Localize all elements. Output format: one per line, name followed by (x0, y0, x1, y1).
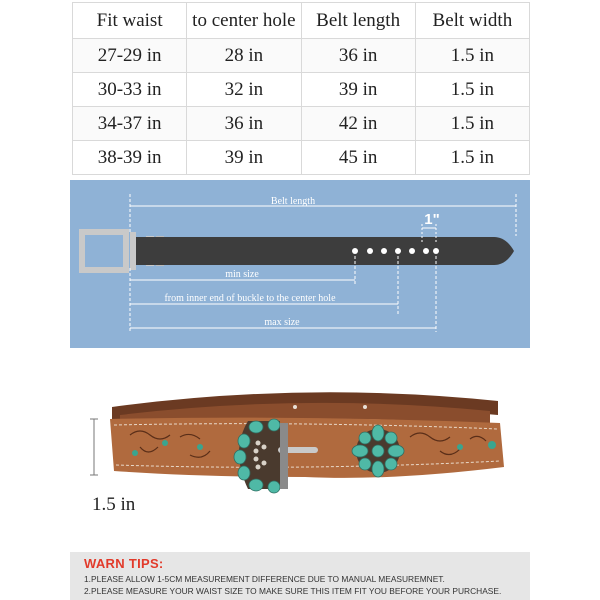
cell-fit-waist: 34-37 in (73, 107, 187, 141)
diagram-svg (70, 180, 530, 348)
belt-hole (352, 248, 358, 254)
belt-length-arrow (130, 194, 516, 236)
cell-to-center-hole: 32 in (187, 73, 301, 107)
cell-belt-length: 42 in (301, 107, 415, 141)
cell-to-center-hole: 39 in (187, 141, 301, 175)
warn-tip-line-2: 2.PLEASE MEASURE YOUR WAIST SIZE TO MAKE SURE THIS ITEM FIT YOU BEFORE YOUR PURCHASE. (84, 586, 502, 596)
table-row (73, 141, 530, 175)
warn-tips-box (70, 552, 530, 600)
header-fit-waist: Fit waist (73, 3, 187, 39)
hole-spacing-label: 1" (424, 211, 440, 228)
min-size-label: min size (225, 269, 259, 280)
warn-tip-line-1: 1.PLEASE ALLOW 1-5CM MEASUREMENT DIFFERENCE DUE TO MANUAL MEASUREMNET. (84, 574, 445, 584)
table-row (73, 39, 530, 73)
center-hole-label: from inner end of buckle to the center hole (164, 293, 336, 304)
header-to-center-hole: to center hole (187, 3, 301, 39)
belt-length-label: Belt length (270, 196, 316, 207)
belt-product-photo (80, 385, 530, 525)
header-belt-length: Belt length (301, 3, 415, 39)
width-dimension-marker (90, 419, 98, 475)
warn-tips-title: WARN TIPS: (84, 556, 164, 571)
cell-fit-waist: 27-29 in (73, 39, 187, 73)
table-row (73, 107, 530, 141)
belt-hole (367, 248, 373, 254)
table-row (73, 73, 530, 107)
belt-measurement-diagram (70, 180, 530, 348)
cell-to-center-hole: 36 in (187, 107, 301, 141)
belt-hole (433, 248, 439, 254)
cell-belt-width: 1.5 in (415, 141, 529, 175)
belt-strap-shape (136, 237, 514, 265)
cell-to-center-hole: 28 in (187, 39, 301, 73)
size-chart-header-row (73, 3, 530, 39)
header-belt-width: Belt width (415, 3, 529, 39)
belt-illustration (80, 385, 530, 525)
cell-belt-width: 1.5 in (415, 73, 529, 107)
belt-hole (395, 248, 401, 254)
cell-belt-length: 45 in (301, 141, 415, 175)
cell-fit-waist: 38-39 in (73, 141, 187, 175)
belt-hole (381, 248, 387, 254)
cell-fit-waist: 30-33 in (73, 73, 187, 107)
cell-belt-length: 36 in (301, 39, 415, 73)
size-chart-table (72, 2, 530, 175)
belt-width-label: 1.5 in (92, 494, 136, 515)
cell-belt-length: 39 in (301, 73, 415, 107)
belt-hole (409, 248, 415, 254)
belt-hole (423, 248, 429, 254)
cell-belt-width: 1.5 in (415, 107, 529, 141)
cell-belt-width: 1.5 in (415, 39, 529, 73)
max-size-label: max size (264, 317, 300, 328)
